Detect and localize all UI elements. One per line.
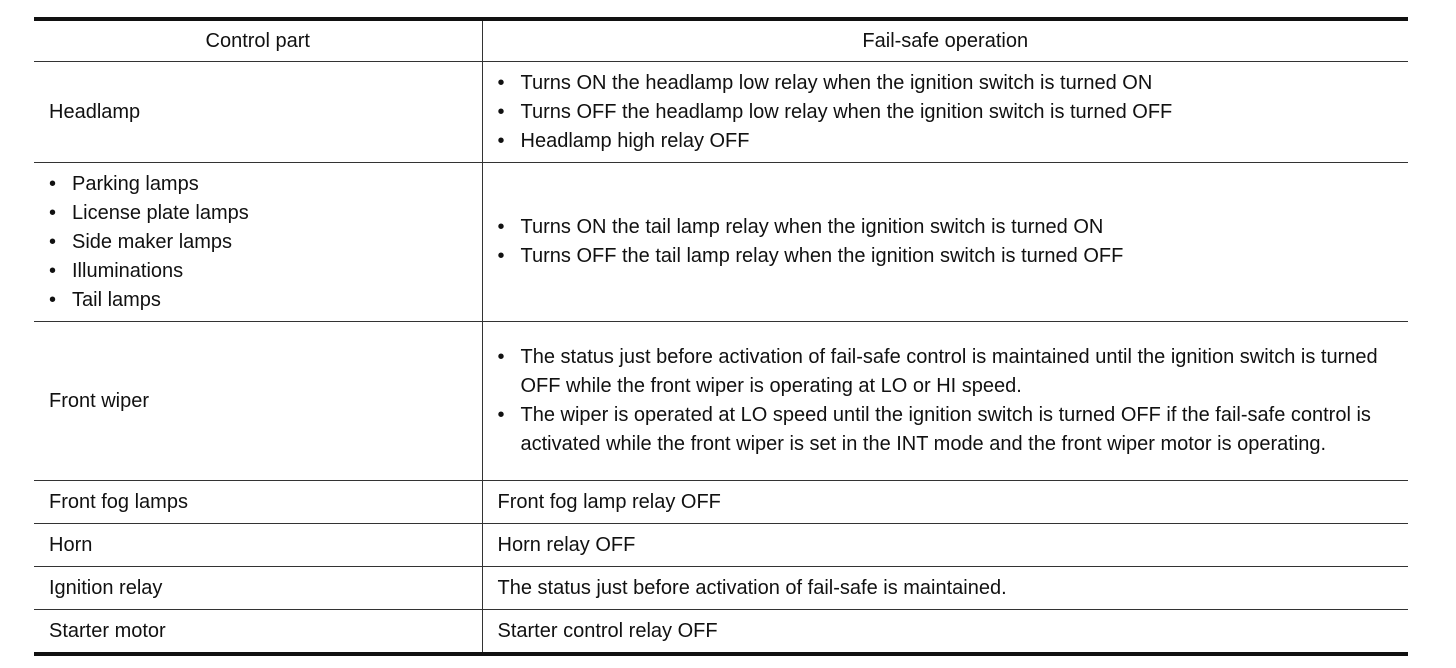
control-part-cell: Ignition relay bbox=[34, 567, 482, 610]
operation-cell bbox=[482, 163, 1408, 322]
list-item: • Headlamp high relay OFF bbox=[498, 127, 1395, 156]
list-item: • Side maker lamps bbox=[49, 228, 468, 257]
operation-list bbox=[498, 213, 1395, 271]
operation-cell bbox=[482, 322, 1408, 481]
control-part-cell: Front fog lamps bbox=[34, 481, 482, 524]
fail-safe-table bbox=[34, 17, 1408, 656]
control-part-cell: Starter motor bbox=[49, 619, 166, 642]
list-item: • Tail lamps bbox=[49, 286, 468, 315]
header-fail-safe-operation: Fail-safe operation bbox=[482, 19, 1408, 62]
operation-cell: Horn relay OFF bbox=[482, 524, 1408, 567]
control-part-cell: Front wiper bbox=[34, 322, 482, 481]
fail-safe-table-container bbox=[34, 17, 1408, 656]
table-row-front-fog-lamps bbox=[34, 481, 1408, 524]
header-control-part: Control part bbox=[34, 19, 482, 62]
list-item: • Turns ON the tail lamp relay when the ignition switch is turned ON bbox=[498, 213, 1395, 242]
list-item: • Illuminations bbox=[49, 257, 468, 286]
list-item: • Turns OFF the tail lamp relay when the ignition switch is turned OFF bbox=[498, 242, 1395, 271]
operation-cell: Front fog lamp relay OFF bbox=[482, 481, 1408, 524]
operation-list bbox=[498, 343, 1395, 459]
table-row-exterior-lamps bbox=[34, 163, 1408, 322]
control-part-cell: Horn bbox=[34, 524, 482, 567]
list-item: • Turns ON the headlamp low relay when the ignition switch is turned ON bbox=[498, 69, 1395, 98]
table-row-horn bbox=[34, 524, 1408, 567]
operation-cell bbox=[482, 62, 1408, 163]
control-part-list bbox=[49, 170, 468, 315]
list-item: • License plate lamps bbox=[49, 199, 468, 228]
table-row-front-wiper bbox=[34, 322, 1408, 481]
table-row-starter-motor bbox=[34, 610, 1408, 655]
table-header bbox=[34, 19, 1408, 62]
list-item: • The status just before activation of fail-safe control is maintained until the ignition switch is turned OFF while the front wiper is operating at LO or HI speed. bbox=[498, 343, 1395, 401]
list-item: • Parking lamps bbox=[49, 170, 468, 199]
table-body bbox=[34, 62, 1408, 655]
list-item: • Turns OFF the headlamp low relay when the ignition switch is turned OFF bbox=[498, 98, 1395, 127]
operation-cell: The status just before activation of fail-safe is maintained. bbox=[482, 567, 1408, 610]
header-row bbox=[34, 19, 1408, 62]
table-row-headlamp bbox=[34, 62, 1408, 163]
operation-list bbox=[498, 69, 1395, 156]
control-part-cell bbox=[34, 163, 482, 322]
control-part-cell: Headlamp bbox=[34, 62, 482, 163]
operation-cell: Starter control relay OFF bbox=[482, 610, 1408, 655]
table-row-ignition-relay bbox=[34, 567, 1408, 610]
list-item: • The wiper is operated at LO speed until the ignition switch is turned OFF if the fail-safe control is activated while the front wiper is set in the INT mode and the front wiper motor is operating. bbox=[498, 401, 1395, 459]
